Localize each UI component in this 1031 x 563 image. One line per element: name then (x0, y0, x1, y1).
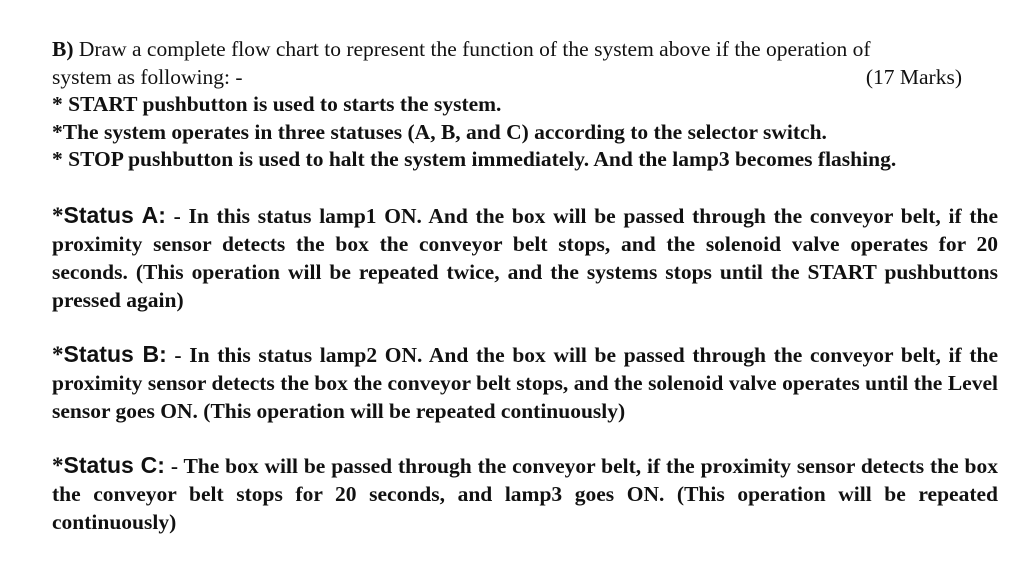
status-b-title (52, 341, 167, 367)
status-a-title-text: Status A: (63, 201, 166, 228)
status-b-paragraph (52, 340, 998, 425)
status-c-title-text: Status C: (63, 451, 165, 478)
document-page (52, 36, 998, 536)
status-b-title-text: Status B: (63, 340, 167, 367)
status-c-text: - The box will be passed through the conveyor belt, if the proximity sensor detects the box the conveyor belt stops for 20 seconds, and lamp3 goes ON. (This operation will be repeated continuously) (52, 453, 998, 534)
question-intro-line-2 (52, 64, 962, 92)
requirement-start: * START pushbutton is used to starts the system. (52, 92, 502, 116)
requirement-stop: * STOP pushbutton is used to halt the system immediately. And the lamp3 becomes flashing. (52, 147, 897, 171)
status-c-title (52, 452, 165, 478)
status-a-paragraph (52, 201, 998, 314)
status-a-text: - In this status lamp1 ON. And the box will be passed through the conveyor belt, if the proximity sensor detects the box the conveyor belt stops, and the solenoid valve operates for 20 seconds. (This operation will be repeated twice, and the systems stops until the START pushbuttons pressed again) (52, 203, 998, 312)
question-intro-text: Draw a complete flow chart to represent the function of the system above if the operation of (73, 37, 871, 61)
question-intro-line-1 (52, 36, 998, 64)
status-a-title (52, 202, 166, 228)
status-b-star: * (52, 341, 64, 367)
status-c-paragraph (52, 451, 998, 536)
status-b-text: - In this status lamp2 ON. And the box will be passed through the conveyor belt, if the proximity sensor detects the box the conveyor belt stops, and the solenoid valve operates until the Level sensor goes ON. (This operation will be repeated continuously) (52, 342, 998, 423)
question-label: B) (52, 37, 74, 61)
marks-label: (17 Marks) (865, 64, 962, 89)
status-c-star: * (52, 452, 64, 478)
requirement-statuses: *The system operates in three statuses (A, B, and C) according to the selector switch. (52, 119, 827, 144)
question-intro-continuation: system as following: - (52, 64, 243, 89)
status-a-star: * (52, 202, 64, 228)
